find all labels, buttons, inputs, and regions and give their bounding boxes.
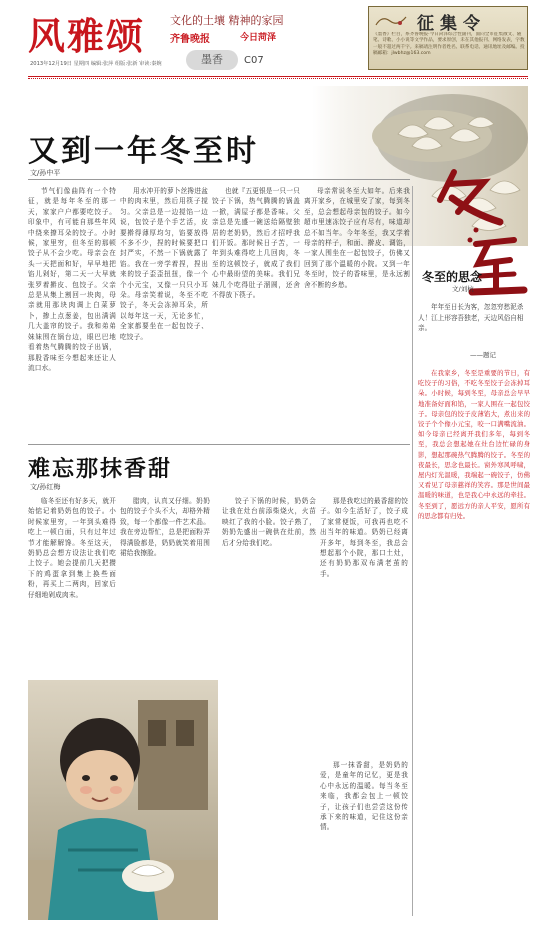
article-column: 节气们像曲阵有一个特征，就是每年冬至的那一天，家家户户都要吃饺子。印象中，有可能自那些年风中绕来撩耳朵的饺子。小时候，家里穷，但冬至的那顿饺子从不会少吃。母亲会在头一天把面和好，早早地把馅儿剁好，第二天一大早就张罗着擀皮、包饺子。父亲总是从集上割回一块肉，母亲就用那块肉调上白菜萝卜，掺上点葱姜，包出满满几大盖帘的饺子。我和弟弟妹妹围在锅台边，眼巴巴地看着热气腾腾的饺子出锅，那股香味至今想起来还让人流口水。 (28, 187, 116, 372)
article-column: 饺子下锅的时候，奶奶会让我在灶台前添柴烧火，火苗映红了我的小脸。饺子熟了，奶奶先盛出一碗供在灶前，然后才分给我们吃。 (222, 497, 316, 547)
divider (28, 78, 528, 79)
divider (28, 444, 410, 445)
sidebar-text: 在我家乡，冬至是重要的节日，有吃饺子的习俗，不吃冬至饺子会冻掉耳朵。小时候，每到冬至，母亲总会早早地准备好面和馅，一家人围在一起包饺子。母亲包的饺子皮薄馅大，煮出来的饺子个个像小元宝，咬一口满嘴流油。如今母亲已经离开我们多年，每到冬至，我总会想起她在灶台边忙碌的身影，想起那碗热气腾腾的饺子。冬至的夜最长，思念也最长。窗外寒风呼啸，屋内灯光温暖，我端起一碗饺子，仿佛又看见了母亲慈祥的笑容。那是世间最温暖的味道，也是我心中永远的牵挂。冬至到了，愿远方的亲人平安，愿所有的思念都有归处。 (418, 369, 530, 520)
divider (28, 179, 410, 180)
article-column: 那是我吃过的最香甜的饺子。如今生活好了，饺子成了家常便饭，可我再也吃不出当年的味道。奶奶已经离开多年，每到冬至，我总会想起那个小院，那口土灶，还有奶奶那双布满老茧的手。 (320, 497, 408, 578)
section-slogan: 文化的土壤 精神的家园 (170, 14, 284, 27)
article-byline: 文/孙红梅 (30, 483, 61, 491)
sidebar-epigraph: 年年至日长为客，忽忽穷愁泥杀人！江上形容吾独老，天边风俗自相亲。 (418, 303, 524, 332)
article-headline: 难忘那抹香甜 (28, 456, 173, 482)
section-title: 风雅颂 (28, 14, 145, 58)
dongzhi-calligraphy (418, 160, 538, 310)
notice-box (368, 6, 528, 70)
masthead (0, 0, 550, 80)
article-column: 腊肉，认真又仔细。奶奶包的饺子个头不大，却格外精致，每一个都像一件艺术品。我在旁边帮忙，总是把面粉弄得满脸都是，奶奶就笑着用围裙给我擦脸。 (120, 497, 210, 558)
sidebar-epigraph-cite: ——题记 (470, 351, 496, 359)
dateline: 2013年12月19日 星期四 编辑:张萍 组版:张新 审读:秦婉 (30, 61, 162, 67)
notice-text: 《墨香》栏目，系齐鲁晚报·今日菏泽综合性副刊，面向全市征集散文、随笔、诗歌、小小说等文学作品，要求原创，未在其他报刊、网络发表，字数一般不超过两千字。来稿请注明作者姓名、联系电话、通讯地址及邮编。投稿邮箱：jlwbhz@163.com (373, 32, 525, 57)
column-divider (412, 186, 413, 916)
newspaper-brand: 齐鲁晚报 (170, 34, 210, 45)
column-badge: 墨香 (186, 50, 238, 70)
sidebar-title: 冬至的思念 (422, 270, 483, 284)
notice-title: 征集令 (417, 14, 486, 34)
page-number: C07 (244, 55, 264, 66)
ink-decoration-icon (374, 11, 408, 29)
divider (28, 76, 528, 77)
article-column: 临冬至还有好多天，就开始惦记着奶奶包的饺子。小时候家里穷，一年到头难得吃上一顿白面，只有过年过节才能解解馋。冬至这天，奶奶总会想方设法让我们吃上饺子。她会提前几天把攒下的鸡蛋拿到集上换些面粉，再买上二两肉，回家后仔细地剁成肉末。 (28, 497, 116, 599)
article-headline: 又到一年冬至时 (28, 134, 259, 169)
article-column: 也就『五更银是一只一只饺子下锅，热气腾腾的锅盖一掀，满屋子都是香味。父亲总是先盛一碗送给隔壁独居的老奶奶，然后才招呼我们开饭。那时候日子苦，一年到头难得吃上几回肉，冬至的这顿饺子，就成了我们心中最盼望的美味。我们兄妹几个吃得肚子溜圆，还舍不得放下筷子。 (212, 187, 300, 300)
article-column: 那一抹香甜，是奶奶的爱，是童年的记忆，更是我心中永远的温暖。每当冬至来临，我都会包上一顿饺子，让孩子们也尝尝这份传承下来的味道，记住这份亲情。 (320, 761, 408, 832)
newspaper-brand-sub: 今日菏泽 (240, 33, 277, 43)
sidebar-byline: 文/刘杭 (452, 285, 474, 293)
article-byline: 文/孙中平 (30, 169, 61, 177)
child-photo (28, 680, 218, 920)
article-column: 用水冲开的萝卜丝搀进盆中的肉末里，然后用筷子搅匀。父亲总是一边搅馅一边说，包饺子是个手艺活，皮要擀得薄厚均匀，馅要放得不多不少，捏的时候要把口封严实，不然一下锅就露了馅。我在一旁学着捏，捏出来的饺子歪歪扭扭，像一个个小元宝，又像一只只小耳朵。母亲笑着说，冬至不吃饺子，冬天会冻掉耳朵，所以每年这一天，无论多忙，全家都要坐在一起包饺子、吃饺子。 (120, 187, 208, 341)
article-column: 母亲常说冬至大如年。后来我离开家乡，在城里安了家，每到冬至，总会想起母亲包的饺子。如今超市里速冻饺子应有尽有，味道却总不如当年。今年冬至，我又学着母亲的样子，和面、擀皮、调馅，一家人围坐在一起包饺子，仿佛又回到了那个温暖的小院。又到一年冬至时，饺子的香味里，是永远割舍不断的乡愁。 (304, 187, 410, 289)
